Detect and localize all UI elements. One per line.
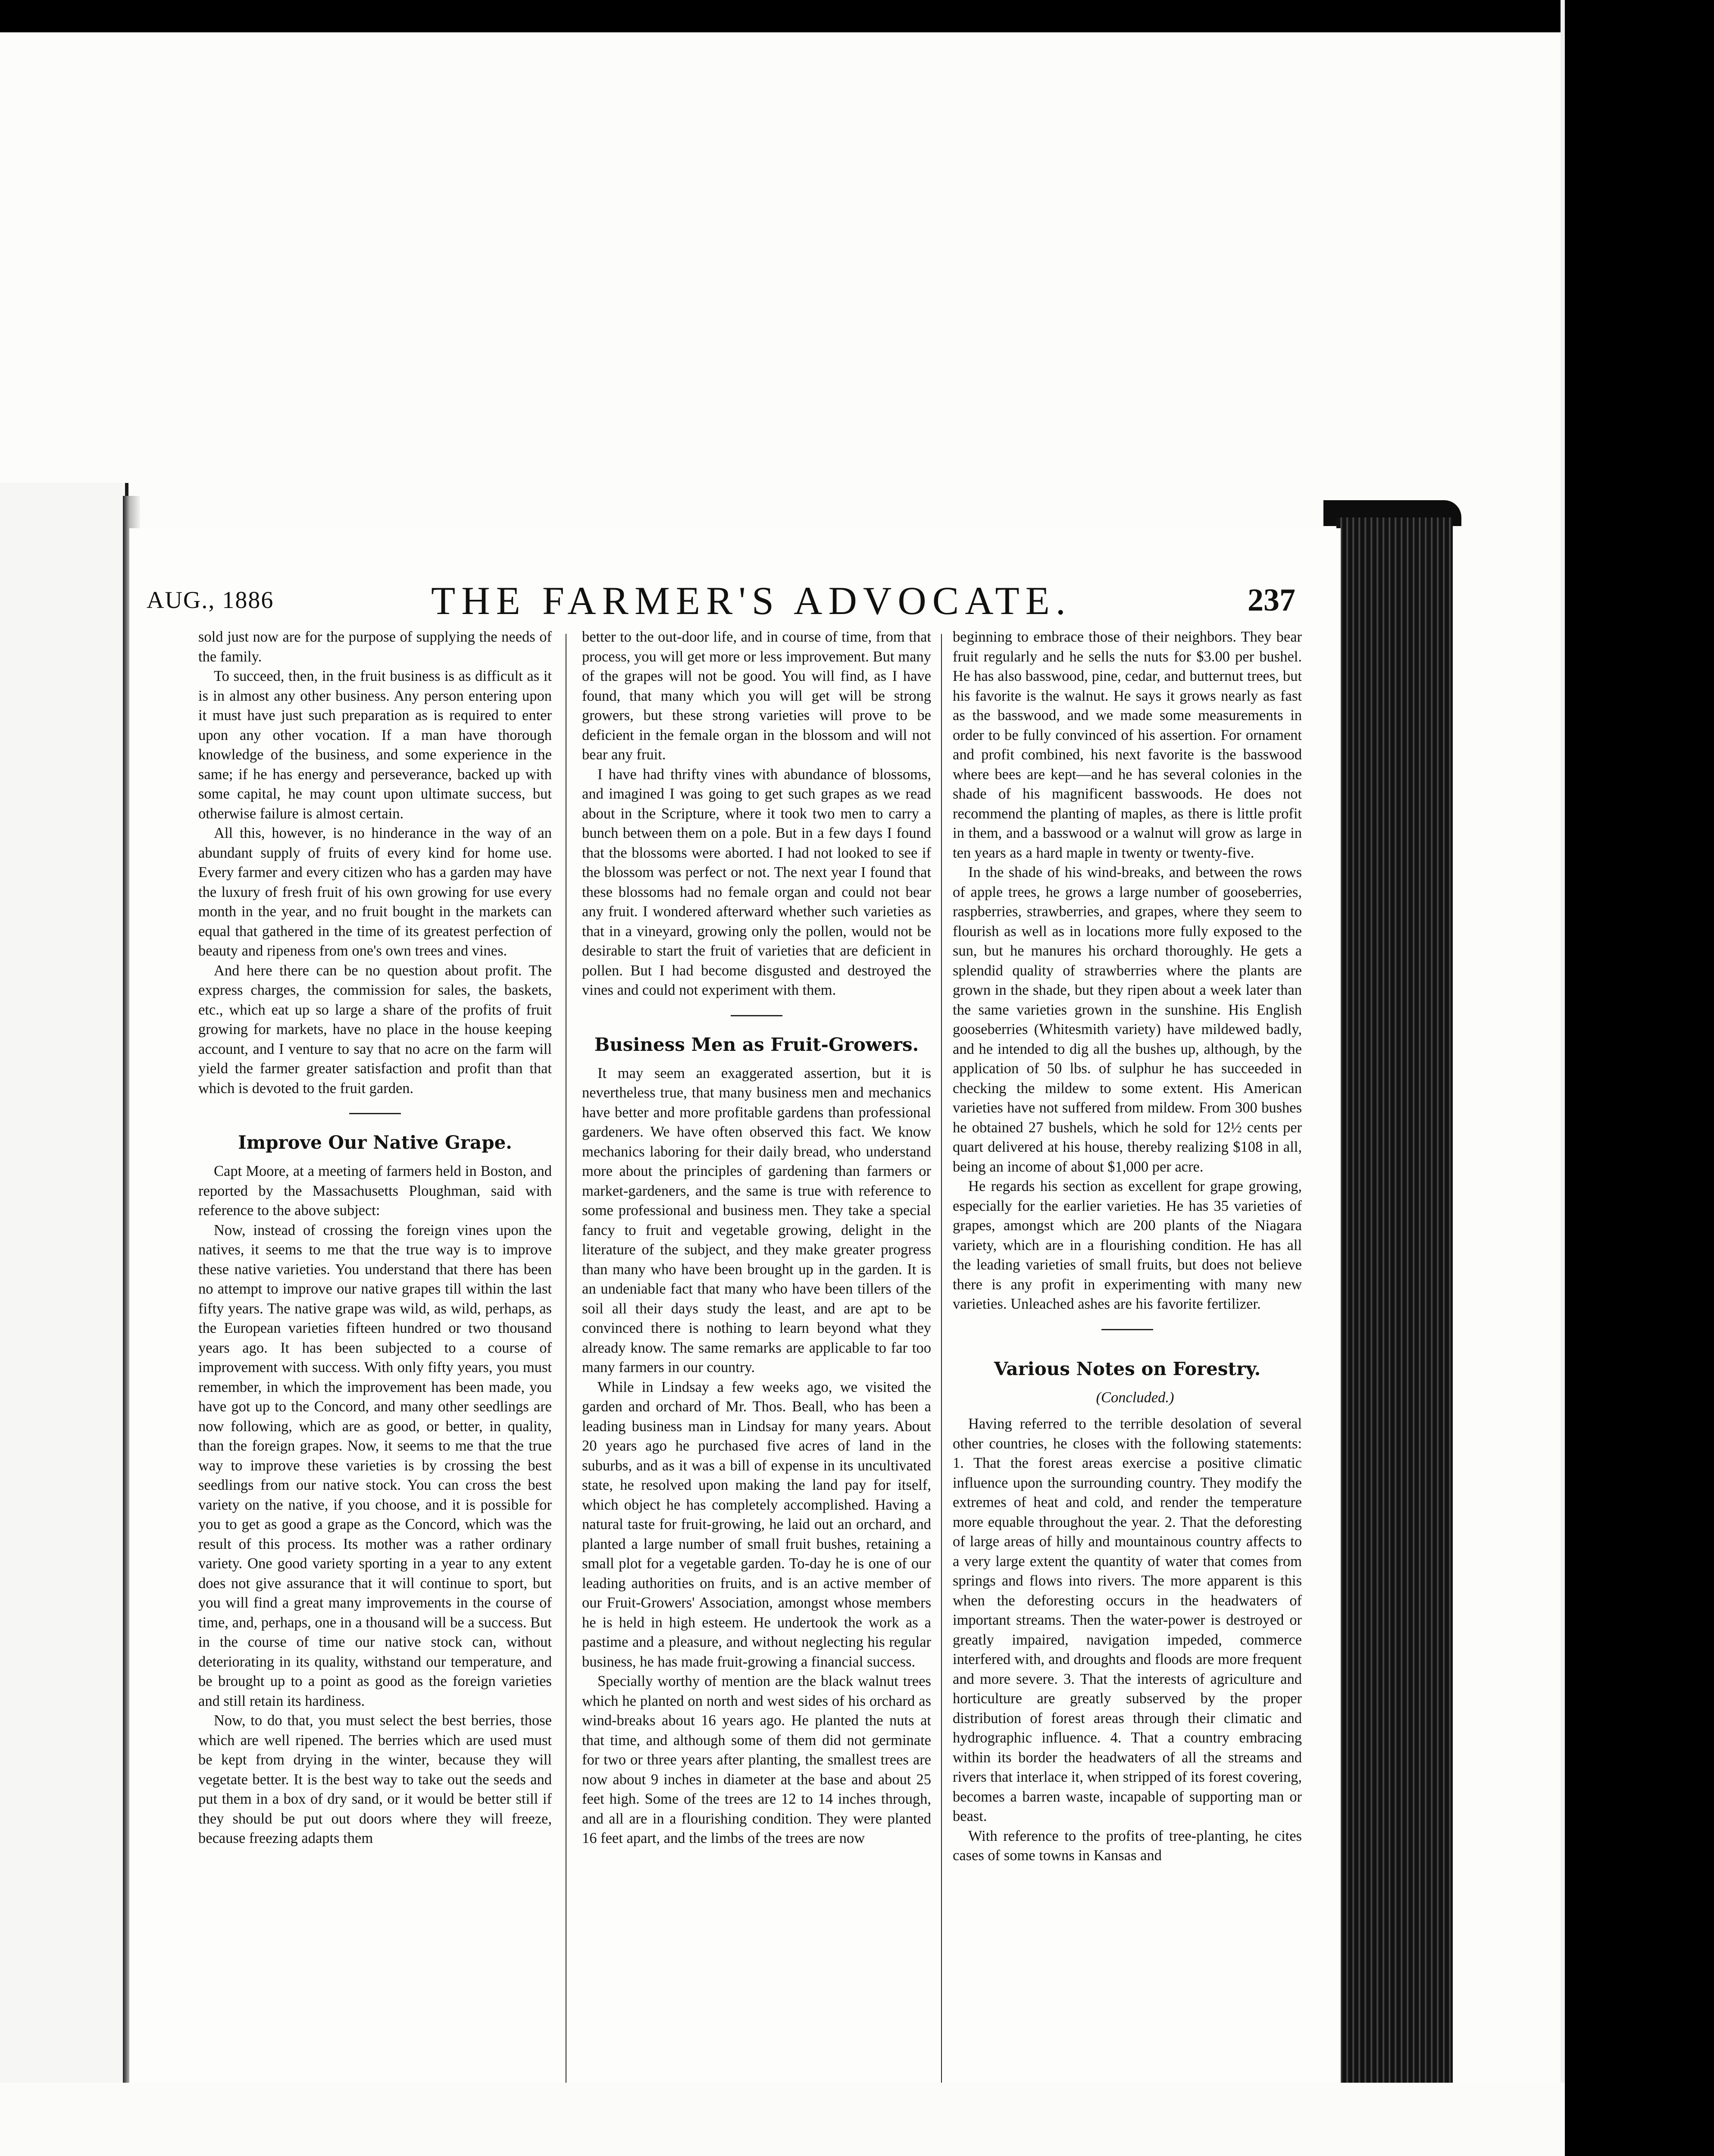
paragraph: beginning to embrace those of their neighbors. They bear fruit regularly and he sells the nuts for $3.00 per bushel. He has also basswood, pine, cedar, and butternut trees, but his favorite is the walnut. He says it grows nearly as fast as the basswood, and we made some measurements in order to be fully convinced of his assertion. For ornament and profit combined, his next favorite is the basswood where bees are kept—and he has several colonies in the shade of his magnificent basswoods. He does not recommend the planting of maples, as there is little profit in them, and a basswood or a walnut will grow as large in ten years as a hard maple in twenty or twenty-five. bbox=[953, 629, 1302, 861]
page-header bbox=[147, 578, 1295, 625]
paragraph: All this, however, is no hinderance in the way of an abundant supply of fruits of every kind for home use. Every farmer and every citizen who has a garden may have the luxury of fresh fruit of his own growing for use every month in the year, and no fruit bought in the markets can equal that gathered in the time of its greatest perfection of beauty and ripeness from one's own trees and vines. bbox=[198, 825, 552, 959]
paragraph: Specially worthy of mention are the black walnut trees which he planted on north and west sides of his orchard as wind-breaks about 16 years ago. He planted the nuts at that time, and although some of them did not germinate for two or three years after planting, the smallest trees are now about 9 inches in diameter at the base and about 25 feet high. Some of the trees are 12 to 14 inches through, and all are in a flourishing condition. They were planted 16 feet apart, and the limbs of the trees are now bbox=[582, 1673, 931, 1846]
section-divider bbox=[1101, 1329, 1153, 1330]
article-heading: Various Notes on Forestry. bbox=[994, 1358, 1261, 1379]
column-2 bbox=[582, 627, 931, 2085]
paragraph: better to the out-door life, and in course of time, from that process, you will get more or less improvement. But many of the grapes will not be good. You will find, as I have found, that many which you will get will be strong growers, but these strong varieties will prove to be deficient in the female organ in the blossom and will not bear any fruit. bbox=[582, 629, 931, 763]
scan-top-border bbox=[0, 0, 1714, 32]
column-1 bbox=[198, 627, 552, 2085]
paragraph: Now, to do that, you must select the best berries, those which are well ripened. The berries which are used must be kept from drying in the winter, because they will vegetate better. It is the best way to take out the seeds and put them in a box of dry sand, or it would be better still if they should be put out doors where they will freeze, because freezing adapts them bbox=[198, 1712, 552, 1846]
paragraph: To succeed, then, in the fruit business is as difficult as it is in almost any other business. Any person entering upon it must have just such preparation as is required to enter upon any other vocation. If a man have thorough knowledge of the business, and some experience in the same; if he has energy and perseverance, backed up with some capital, he may count upon ultimate success, but otherwise failure is almost certain. bbox=[198, 668, 552, 822]
paragraph: Having referred to the terrible desolation of several other countries, he closes with the following statements: 1. That the forest areas exercise a positive climatic influence upon the surrounding country. They modify the extremes of heat and cold, and render the temperature more equable throughout the year. 2. That the deforesting of large areas of hilly and mountainous country affects to a very large extent the quantity of water that comes from springs and flows into rivers. The more apparent is this when the deforesting occurs in the headwaters of important streams. Then the water-power is destroyed or greatly impaired, navigation impeded, commerce interfered with, and droughts and floods are more frequent and more severe. 3. That the interests of agriculture and horticulture are greatly subserved by the proper distribution of forest areas through their climatic and hydrographic influence. 4. That a country embracing within its border the headwaters of all the streams and rivers that interlace it, when stripped of its forest covering, becomes a barren waste, incapable of supporting man or beast. bbox=[953, 1416, 1302, 1824]
column-3 bbox=[953, 627, 1302, 2085]
paragraph: In the shade of his wind-breaks, and between the rows of apple trees, he grows a large number of gooseberries, raspberries, strawberries, and grapes, where they seem to flourish as well as in locations more fully exposed to the sun, but he manures his orchard thoroughly. He gets a splendid quality of strawberries where the plants are grown in the shade, but they ripen about a week later than the same varieties grown in the sunshine. His English gooseberries (Whitesmith variety) have mildewed badly, and he intended to dig all the bushes up, although, by the application of 50 lbs. of sulphur he has succeeded in checking the mildew to some extent. His American varieties have not suffered from mildew. From 300 bushes he obtained 27 bushels, which he sold for 12½ cents per quart delivered at his house, thereby realizing $108 in all, being an income of about $1,000 per acre. bbox=[953, 864, 1302, 1175]
paragraph: And here there can be no question about profit. The express charges, the commission for sales, the baskets, etc., which eat up so large a share of the profits of fruit growing for markets, have no place in the house keeping account, and I venture to say that no acre on the farm will yield the farmer greater satisfaction and profit than that which is devoted to the fruit garden. bbox=[198, 962, 552, 1097]
paragraph: I have had thrifty vines with abundance of blossoms, and imagined I was going to get such grapes as we read about in the Scripture, where it took two men to carry a bunch between them on a pole. But in a few days I found that the blossoms were aborted. I had not looked to see if the blossom was perfect or not. The next year I found that these blossoms had no female organ and could not bear any fruit. I wondered afterward whether such varieties as that in a vineyard, growing only the pollen, would not be desirable to start the fruit of varieties that are deficient in pollen. But I had become disgusted and destroyed the vines and could not experiment with them. bbox=[582, 766, 931, 998]
paragraph: Now, instead of crossing the foreign vines upon the natives, it seems to me that the true way is to improve these native varieties. You understand that there has been no attempt to improve our native grapes till within the last fifty years. The native grape was wild, as wild, perhaps, as the European varieties fifteen hundred or two thousand years ago. It has been subjected to a course of improvement with success. With only fifty years, you must remember, in which the improvement has been made, you have got up to the Concord, and many other seedlings are now following, which are as good, or better, in quality, than the foreign grapes. Now, it seems to me that the true way to improve these varieties is by crossing the best seedlings from our native stock. You can cross the best variety on the native, if you choose, and it is possible for you to get as good a grape as the Concord, which was the result of this process. Its mother was a rather ordinary variety. One good variety sporting in a year to any extent does not give assurance that it will continue to sport, but you will find a great many improvements in the course of time, and, perhaps, one in a thousand will be a success. But in the course of time our native stock can, without deteriorating in its quality, withstand our temperature, and be brought up to a point as good as the foreign varieties and still retain its hardiness. bbox=[198, 1222, 552, 1709]
paragraph: While in Lindsay a few weeks ago, we visited the garden and orchard of Mr. Thos. Beall, who has been a leading business man in Lindsay for many years. About 20 years ago he purchased five acres of land in the suburbs, and as it was a bill of expense in its uncultivated state, he resolved upon making the land pay for itself, which object he has completely accomplished. Having a natural taste for fruit-growing, he laid out an orchard, and planted a large number of small fruit bushes, retaining a small plot for a vegetable garden. To-day he is one of our leading authorities on fruits, and is an active member of our Fruit-Growers' Association, amongst whose members he is held in high esteem. He undertook the work as a pastime and a pleasure, and without neglecting his regular business, he has made fruit-growing a financial success. bbox=[582, 1379, 931, 1670]
article-subheading: (Concluded.) bbox=[1096, 1389, 1174, 1406]
newspaper-page bbox=[129, 528, 1341, 2083]
page-number: 237 bbox=[1248, 583, 1295, 618]
paragraph: Capt Moore, at a meeting of farmers held in Boston, and reported by the Massachusetts Ploughman, said with reference to the above subject: bbox=[198, 1163, 552, 1219]
article-heading: Improve Our Native Grape. bbox=[238, 1132, 512, 1153]
facing-page-edge bbox=[0, 483, 128, 2156]
paragraph: With reference to the profits of tree-planting, he cites cases of some towns in Kansas and bbox=[953, 1827, 1302, 1864]
publication-title: THE FARMER'S ADVOCATE. bbox=[431, 579, 1072, 623]
section-divider bbox=[731, 1015, 782, 1016]
article-heading: Business Men as Fruit-Growers. bbox=[594, 1034, 919, 1055]
book-page-edges bbox=[1336, 517, 1453, 2130]
issue-date: AUG., 1886 bbox=[147, 587, 274, 614]
paragraph: It may seem an exaggerated assertion, but it is nevertheless true, that many business men and mechanics have better and more profitable gardens than professional gardeners. We have often observed this fact. We know mechanics laboring for their daily bread, who understand more about the principles of gardening than farmers or market-gardeners, and the same is true with reference to some professional and business men. They take a special fancy to fruit and vegetable growing, delight in the literature of the subject, and they make greater progress than many who have been brought up in the garden. It is an undeniable fact that many who have been tillers of the soil all their days study the least, and are apt to be convinced there is nothing to learn beyond what they already know. The same remarks are applicable to far too many farmers in our country. bbox=[582, 1065, 931, 1376]
scan-lower-paper bbox=[0, 2083, 1565, 2156]
scan-right-border bbox=[1565, 0, 1714, 2156]
column-rule bbox=[941, 634, 942, 2083]
paragraph: sold just now are for the purpose of supplying the needs of the family. bbox=[198, 629, 552, 665]
section-divider bbox=[349, 1113, 401, 1114]
paragraph: He regards his section as excellent for grape growing, especially for the earlier varieties. He has 35 varieties of grapes, amongst which are 200 plants of the Niagara variety, which are in a flourishing condition. He has all the leading varieties of small fruits, but does not believe there is any profit in experimenting with many new varieties. Unleached ashes are his favorite fertilizer. bbox=[953, 1178, 1302, 1312]
